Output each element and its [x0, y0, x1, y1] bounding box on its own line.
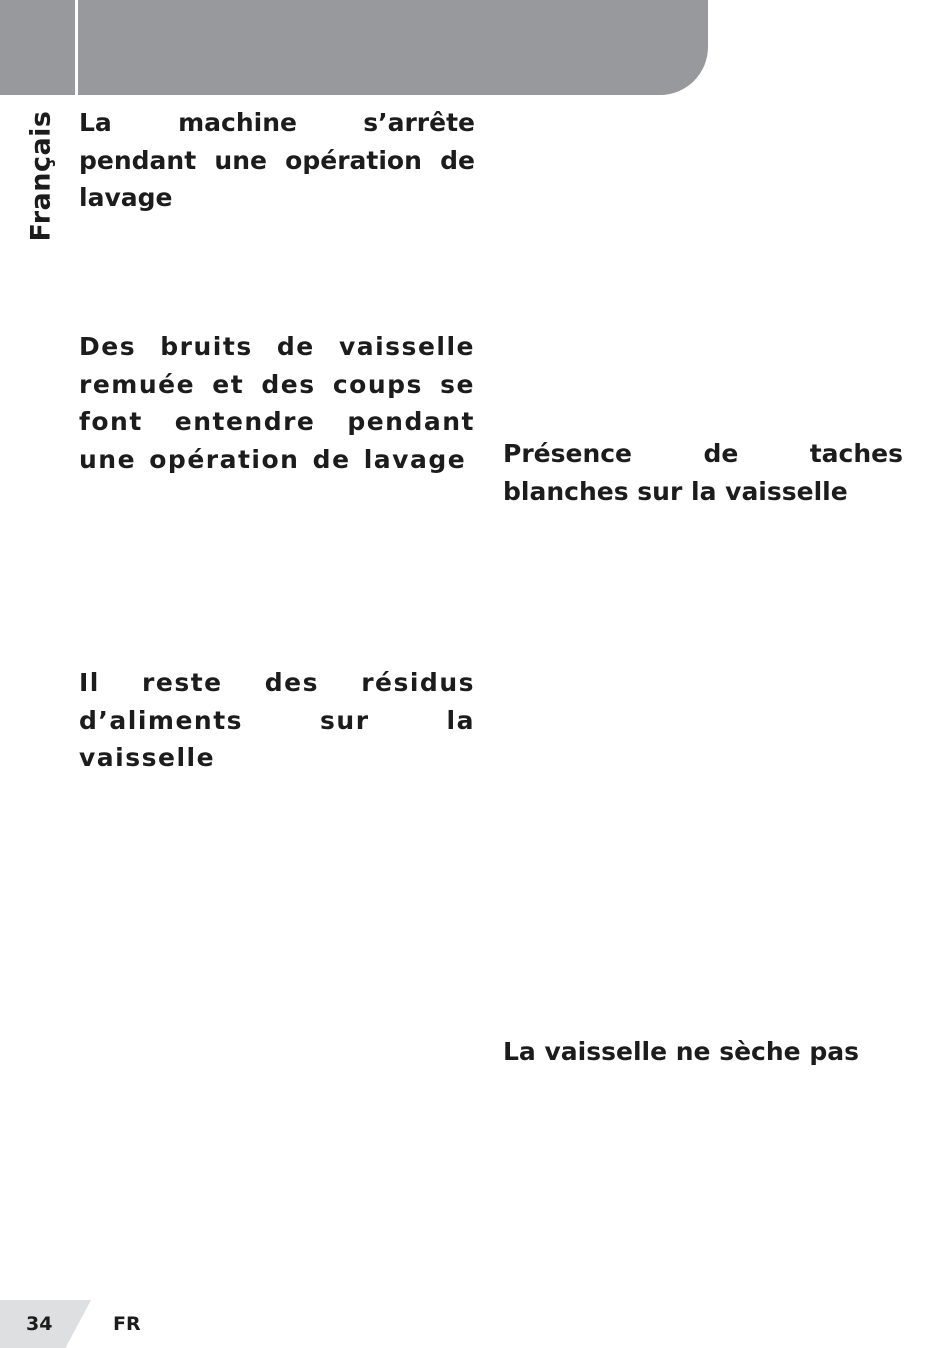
problem-heading: Il reste des résidus d’aliments sur la vaisselle — [79, 668, 475, 772]
header-tab — [0, 0, 75, 95]
language-sidebar-label: Français — [25, 110, 57, 242]
footer-language-code: FR — [113, 1313, 141, 1335]
problem-heading: La vaisselle ne sèche pas — [503, 1037, 859, 1066]
header-bar — [78, 0, 708, 95]
problem-heading: Des bruits de vaisselle remuée et des coups se font entendre pendant une opération de lavage — [79, 332, 475, 474]
problem-heading: Présence de taches blanches sur la vaisselle — [503, 439, 903, 506]
page-number: 34 — [26, 1313, 53, 1335]
problem-heading: La machine s’arrête pendant une opération de lavage — [79, 108, 475, 212]
